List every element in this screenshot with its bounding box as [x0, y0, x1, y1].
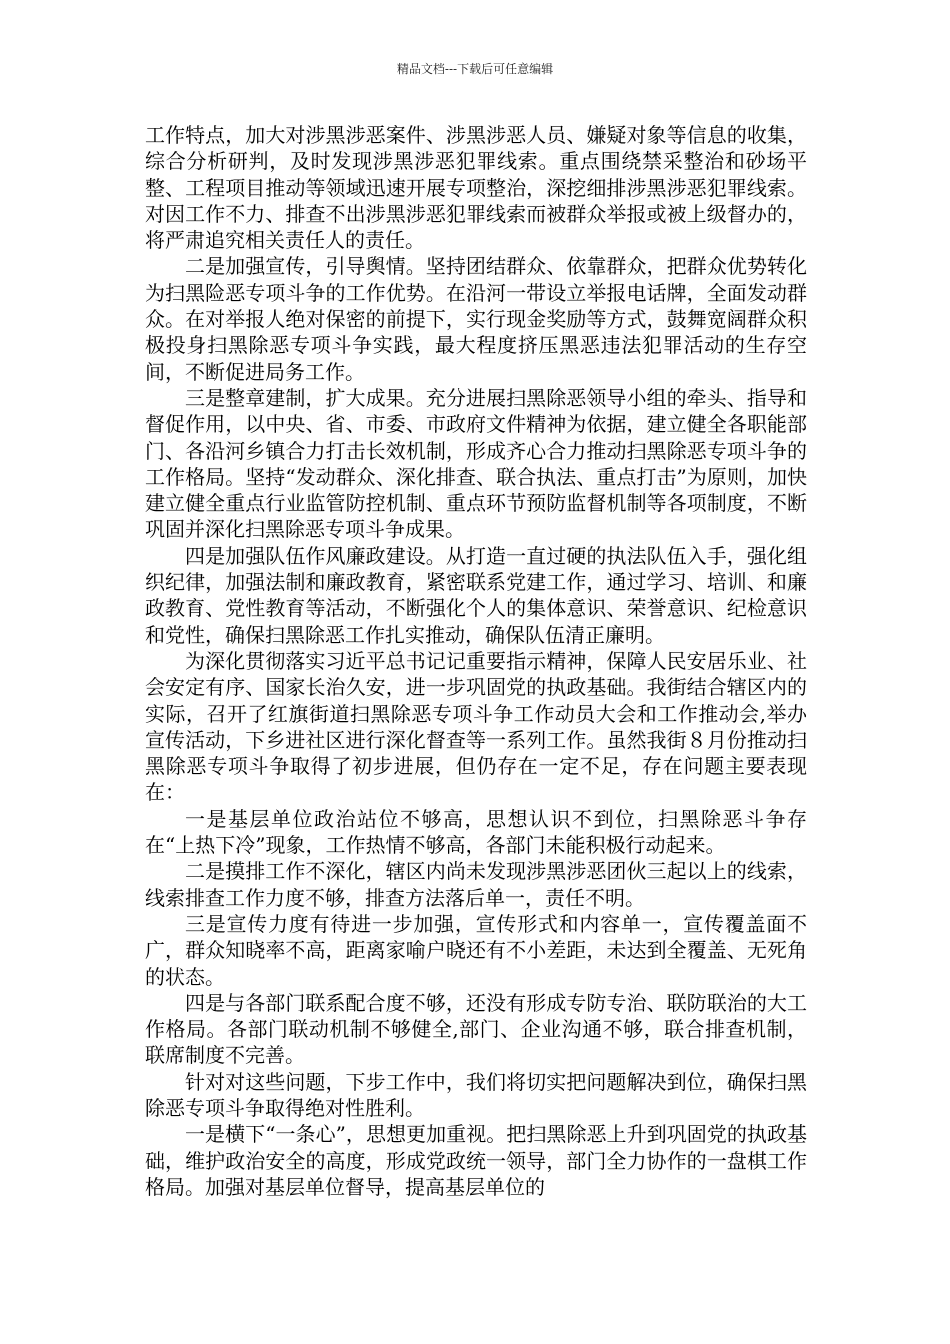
paragraph: 针对对这些问题，下步工作中，我们将切实把问题解决到位，确保扫黑除恶专项斗争取得绝对性胜利。	[145, 1069, 807, 1120]
paragraph-continued: 工作特点，加大对涉黑涉恶案件、涉黑涉恶人员、嫌疑对象等信息的收集，综合分析研判，及时发现涉黑涉恶犯罪线索。重点围绕禁采整治和砂场平整、工程项目推动等领域迅速开展专项整治，深挖细排涉黑涉恶犯罪线索。对因工作不力、排查不出涉黑涉恶犯罪线索而被群众举报或被上级督办的，将严肃追究相关责任人的责任。	[145, 123, 807, 253]
paragraph: 一是横下“一条心”，思想更加重视。把扫黑除恶上升到巩固党的执政基础，维护政治安全的高度，形成党政统一领导，部门全力协作的一盘棋工作格局。加强对基层单位督导，提高基层单位的	[145, 1122, 807, 1199]
paragraph: 为深化贯彻落实习近平总书记记重要指示精神，保障人民安居乐业、社会安定有序、国家长治久安，进一步巩固党的执政基础。我街结合辖区内的实际，召开了红旗街道扫黑除恶专项斗争工作动员大会和工作推动会,举办宣传活动，下乡进社区进行深化督查等一系列工作。虽然我街８月份推动扫黑除恶专项斗争取得了初步进展，但仍存在一定不足，存在问题主要表现在：	[145, 648, 807, 805]
document-body	[145, 122, 807, 1200]
paragraph: 二是摸排工作不深化，辖区内尚未发现涉黑涉恶团伙三起以上的线索，线索排查工作力度不够，排查方法落后单一，责任不明。	[145, 859, 807, 910]
paragraph: 三是整章建制，扩大成果。充分进展扫黑除恶领导小组的牵头、指导和督促作用，以中央、省、市委、市政府文件精神为依据，建立健全各职能部门、各沿河乡镇合力打击长效机制，形成齐心合力推动扫黑除恶专项斗争的工作格局。坚持“发动群众、深化排查、联合执法、重点打击”为原则，加快建立健全重点行业监管防控机制、重点环节预防监督机制等各项制度，不断巩固并深化扫黑除恶专项斗争成果。	[145, 385, 807, 542]
paragraph: 四是加强队伍作风廉政建设。从打造一直过硬的执法队伍入手，强化组织纪律，加强法制和廉政教育，紧密联系党建工作，通过学习、培训、和廉政教育、党性教育等活动，不断强化个人的集体意识、荣誉意识、纪检意识和党性，确保扫黑除恶工作扎实推动，确保队伍清正廉明。	[145, 543, 807, 647]
paragraph: 一是基层单位政治站位不够高，思想认识不到位，扫黑除恶斗争存在“上热下冷”现象，工作热情不够高，各部门未能积极行动起来。	[145, 806, 807, 858]
page-header: 精品文档---下载后可任意编辑	[396, 62, 554, 76]
paragraph: 二是加强宣传，引导舆情。坚持团结群众、依靠群众，把群众优势转化为扫黑险恶专项斗争的工作优势。在沿河一带设立举报电话牌，全面发动群众。在对举报人绝对保密的前提下，实行现金奖励等方式，鼓舞宽阔群众积极投身扫黑除恶专项斗争实践，最大程度挤压黑恶违法犯罪活动的生存空间，不断促进局务工作。	[145, 254, 807, 384]
paragraph: 三是宣传力度有待进一步加强，宣传形式和内容单一，宣传覆盖面不广，群众知晓率不高，距离家喻户晓还有不小差距，未达到全覆盖、无死角的状态。	[145, 911, 807, 989]
paragraph: 四是与各部门联系配合度不够，还没有形成专防专治、联防联治的大工作格局。各部门联动机制不够健全,部门、企业沟通不够，联合排查机制，联席制度不完善。	[145, 990, 807, 1068]
